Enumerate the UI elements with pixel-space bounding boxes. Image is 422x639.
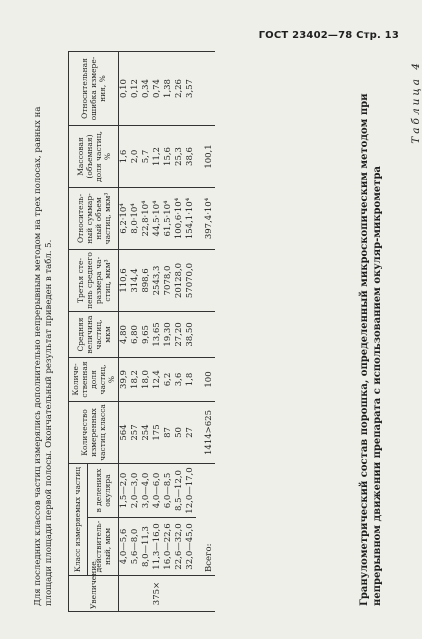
- cell-count-share: 1,8: [185, 358, 196, 402]
- cell-cube: 57070,0: [185, 250, 196, 312]
- cell-volume: 100,6·10⁴: [174, 188, 185, 250]
- total-mass: 100,1: [196, 126, 215, 188]
- header-class-ocular: в делениях окуляра: [87, 464, 118, 518]
- table-row: [174, 52, 185, 612]
- cell-mean: 27,20: [174, 312, 185, 358]
- granulometry-table: [68, 51, 215, 612]
- cell-count-share: 18,2: [130, 358, 141, 402]
- cell-ocular: 6,0—8,5: [163, 464, 174, 518]
- cell-mass: 1,6: [119, 126, 131, 188]
- cell-count: 27: [185, 402, 196, 464]
- cell-cube: 898,6: [141, 250, 152, 312]
- total-count: 1414>625: [196, 402, 215, 464]
- cell-mean: 13,65: [152, 312, 163, 358]
- header-class-actual: действительный, мкм: [87, 518, 118, 576]
- cell-volume: 61,5·10⁴: [163, 188, 174, 250]
- cell-ocular: 2,0—3,0: [130, 464, 141, 518]
- rotated-content: [28, 52, 422, 612]
- cell-actual: 16,0—22,6: [163, 518, 174, 576]
- header-count-share: Количественная доля частиц, %: [69, 358, 119, 402]
- cell-count-share: 6,2: [163, 358, 174, 402]
- cell-mean: 38,50: [185, 312, 196, 358]
- cell-volume: 22,8·10⁴: [141, 188, 152, 250]
- table-row: [141, 52, 152, 612]
- cell-count-share: 12,4: [152, 358, 163, 402]
- cell-actual: 5,6—8,0: [130, 518, 141, 576]
- cell-error: 0,10: [119, 52, 131, 126]
- total-label: Всего:: [196, 464, 215, 576]
- table-area: [68, 52, 343, 612]
- cell-mean: 19,30: [163, 312, 174, 358]
- header-cube-degree: Третья степень среднего размера частиц, мкм³: [69, 250, 119, 312]
- cell-volume: 154,1·10⁴: [185, 188, 196, 250]
- cell-ocular: 1,5—2,0: [119, 464, 131, 518]
- cell-actual: 22,6—32,0: [174, 518, 185, 576]
- cell-actual: 11,3—16,0: [152, 518, 163, 576]
- header-mass-share: Массовая (объемная) доля частиц, %: [69, 126, 119, 188]
- table-row: [130, 52, 141, 612]
- cell-mass: 2,0: [130, 126, 141, 188]
- cell-count: 175: [152, 402, 163, 464]
- cell-actual: 4,0—5,6: [119, 518, 131, 576]
- total-volume: 397,4·10⁴: [196, 188, 215, 250]
- cell-mass: 15,6: [163, 126, 174, 188]
- cell-ocular: 12,0—17,0: [185, 464, 196, 518]
- cell-error: 0,12: [130, 52, 141, 126]
- table-row: [163, 52, 174, 612]
- cell-mean: 9,65: [141, 312, 152, 358]
- total-row: [196, 52, 215, 612]
- cell-cube: 20128,0: [174, 250, 185, 312]
- cell-error: 3,57: [185, 52, 196, 126]
- cell-count-share: 39,9: [119, 358, 131, 402]
- cell-volume: 8,0·10⁴: [130, 188, 141, 250]
- cell-cube: 7078,0: [163, 250, 174, 312]
- cell-actual: 8,0—11,3: [141, 518, 152, 576]
- header-magnification: Увеличение: [69, 576, 119, 612]
- cell-mass: 38,6: [185, 126, 196, 188]
- cell-cube: 110,6: [119, 250, 131, 312]
- cell-error: 0,34: [141, 52, 152, 126]
- cell-count: 50: [174, 402, 185, 464]
- cell-ocular: 8,5—12,0: [174, 464, 185, 518]
- cell-actual: 32,0—45,0: [185, 518, 196, 576]
- cell-ocular: 4,0—6,0: [152, 464, 163, 518]
- cell-volume: 44,5·10⁴: [152, 188, 163, 250]
- cell-mass: 11,2: [152, 126, 163, 188]
- cell-mass: 5,7: [141, 126, 152, 188]
- cell-count: 254: [141, 402, 152, 464]
- cell-error: 0,74: [152, 52, 163, 126]
- magnification-cell: 375×: [119, 576, 197, 612]
- cell-count: 87: [163, 402, 174, 464]
- cell-mean: 6,80: [130, 312, 141, 358]
- cell-count-share: 3,6: [174, 358, 185, 402]
- header-mean-size: Средняя величина частиц, мкм: [69, 312, 119, 358]
- table-row: [152, 52, 163, 612]
- header-rel-error: Относительная ошибка измерения, %: [69, 52, 119, 126]
- cell-count: 257: [130, 402, 141, 464]
- cell-error: 1,38: [163, 52, 174, 126]
- table-row: [185, 52, 196, 612]
- cell-cube: 314,4: [130, 250, 141, 312]
- header-rel-volume: Относительный суммарный объем частиц, мкм³: [69, 188, 119, 250]
- header-class-group: Класс измеряемых частиц: [69, 464, 88, 576]
- table-label: Таблица 4: [410, 60, 422, 144]
- cell-mass: 25,3: [174, 126, 185, 188]
- cell-mean: 4,80: [119, 312, 131, 358]
- cell-ocular: 3,0—4,0: [141, 464, 152, 518]
- cell-count: 564: [119, 402, 131, 464]
- total-count-share: 100: [196, 358, 215, 402]
- header-count: Количество измеренных частиц класса: [69, 402, 119, 464]
- cell-cube: 2543,3: [152, 250, 163, 312]
- cell-volume: 6,2·10⁴: [119, 188, 131, 250]
- table-row: [119, 52, 131, 612]
- table-caption: Гранулометрический состав порошка, определенный микроскопическим методом при непрерывном движении препарата с использованием окуляр-микрометра: [359, 93, 383, 606]
- page-header: ГОСТ 23402—78 Стр. 13: [258, 30, 399, 41]
- cell-error: 2,26: [174, 52, 185, 126]
- footnote: Для последних классов частиц измерялись дополнительно непрерывным методом на трех полосах, равных на площади площади первой полосы. Окончательный результат приведен в табл. 5.: [33, 106, 54, 606]
- cell-count-share: 18,0: [141, 358, 152, 402]
